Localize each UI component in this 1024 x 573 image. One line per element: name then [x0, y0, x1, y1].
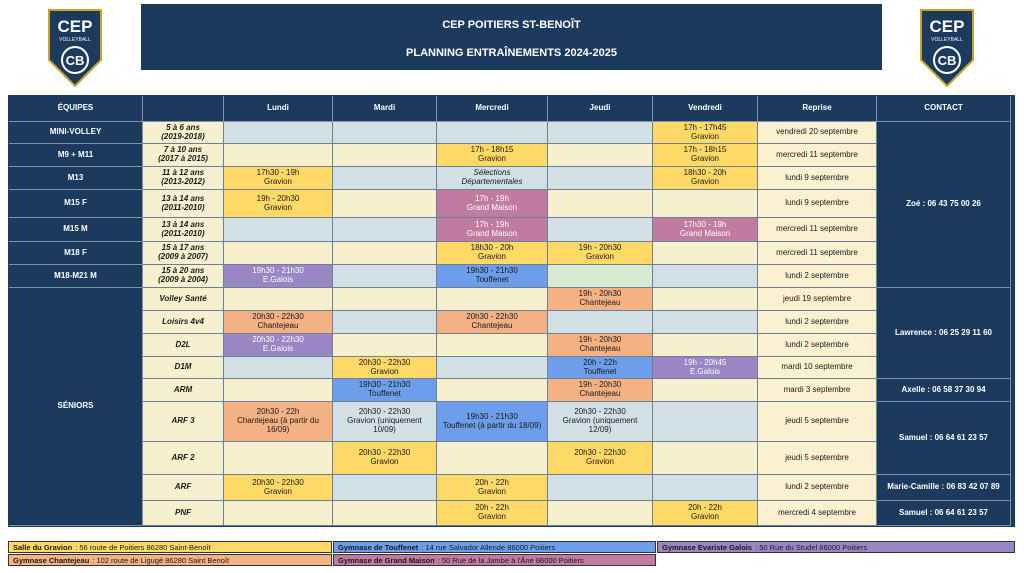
- reprise-date: mercredi 11 septembre: [758, 218, 877, 242]
- empty-slot: [653, 402, 758, 442]
- empty-slot: [224, 242, 333, 265]
- header-jeudi: Jeudi: [548, 96, 653, 122]
- reprise-date: lundi 9 septembre: [758, 167, 877, 190]
- contact-cell: Lawrence : 06 25 29 11 60: [877, 288, 1011, 379]
- contact-cell: Samuel : 06 64 61 23 57: [877, 501, 1011, 526]
- empty-slot: [333, 334, 437, 357]
- training-slot: 19h - 20h30 Chantejeau: [548, 334, 653, 357]
- empty-slot: [653, 334, 758, 357]
- training-slot: 20h30 - 22h30 E.Galois: [224, 334, 333, 357]
- reprise-date: jeudi 5 septembre: [758, 442, 877, 475]
- training-slot: 20h - 22h Gravion: [437, 501, 548, 526]
- header-reprise: Reprise: [758, 96, 877, 122]
- category-cell: Loisirs 4v4: [143, 311, 224, 334]
- empty-slot: [224, 218, 333, 242]
- age-cell: 15 à 17 ans (2009 à 2007): [143, 242, 224, 265]
- reprise-date: lundi 2 septembre: [758, 475, 877, 501]
- logo-mark: CB: [65, 53, 85, 68]
- team-label: M15 F: [9, 190, 143, 218]
- empty-slot: [437, 334, 548, 357]
- team-label: M18 F: [9, 242, 143, 265]
- empty-slot: [548, 190, 653, 218]
- legend-galois: Gymnase Evariste Galois : 50 Rue du Studel 86000 Poitiers: [657, 541, 1015, 553]
- empty-slot: [333, 288, 437, 311]
- reprise-date: vendredi 20 septembre: [758, 122, 877, 144]
- empty-slot: [333, 190, 437, 218]
- header-mardi: Mardi: [333, 96, 437, 122]
- contact-cell: Axelle : 06 58 37 30 94: [877, 379, 1011, 402]
- logo-mark: CB: [937, 53, 957, 68]
- training-slot: 19h30 - 21h30 Touffenet (à partir du 18/09): [437, 402, 548, 442]
- training-slot: 17h - 18h15 Gravion: [437, 144, 548, 167]
- empty-slot: [437, 122, 548, 144]
- legend-touffenet: Gymnase de Touffenet : 14 rue Salvador Allende 86000 Poitiers: [333, 541, 656, 553]
- team-label: MINI-VOLLEY: [9, 122, 143, 144]
- training-slot: 19h - 20h30 Chantejeau: [548, 288, 653, 311]
- training-slot: 19h30 - 21h30 Touffenet: [333, 379, 437, 402]
- training-slot: 20h30 - 22h30 Gravion (uniquement 12/09): [548, 402, 653, 442]
- legend-chantejeau: Gymnase Chantejeau : 102 route de Ligugé 86280 Saint Benoît: [8, 554, 332, 566]
- training-slot: 20h30 - 22h30 Gravion: [548, 442, 653, 475]
- training-slot: 17h - 19h Grand Maison: [437, 190, 548, 218]
- age-cell: 13 à 14 ans (2011-2010): [143, 190, 224, 218]
- category-cell: D1M: [143, 357, 224, 379]
- empty-slot: [653, 379, 758, 402]
- empty-slot: [653, 288, 758, 311]
- empty-slot: [437, 442, 548, 475]
- training-slot: 20h - 22h Touffenet: [548, 357, 653, 379]
- reprise-date: jeudi 19 septembre: [758, 288, 877, 311]
- empty-slot: [224, 442, 333, 475]
- training-slot: 17h - 17h45 Gravion: [653, 122, 758, 144]
- empty-slot: [224, 144, 333, 167]
- training-slot: 20h30 - 22h Chantejeau (à partir du 16/09): [224, 402, 333, 442]
- page-subtitle: PLANNING ENTRAÎNEMENTS 2024-2025: [406, 47, 617, 59]
- reprise-date: jeudi 5 septembre: [758, 402, 877, 442]
- empty-slot: [548, 311, 653, 334]
- training-slot: Sélections Départementales: [437, 167, 548, 190]
- logo-text: CEP: [929, 17, 965, 36]
- training-slot: 20h30 - 22h30 Gravion: [224, 475, 333, 501]
- contact-cell: Marie-Camille : 06 83 42 07 89: [877, 475, 1011, 501]
- empty-slot: [333, 475, 437, 501]
- category-cell: PNF: [143, 501, 224, 526]
- contact-cell: Zoé : 06 43 75 00 26: [877, 122, 1011, 288]
- reprise-date: mardi 10 septembre: [758, 357, 877, 379]
- empty-slot: [333, 167, 437, 190]
- empty-slot: [548, 218, 653, 242]
- age-cell: 7 à 10 ans (2017 à 2015): [143, 144, 224, 167]
- empty-slot: [548, 501, 653, 526]
- empty-slot: [437, 379, 548, 402]
- age-cell: 5 à 6 ans (2019-2018): [143, 122, 224, 144]
- team-label: M18-M21 M: [9, 265, 143, 288]
- reprise-date: lundi 2 septembre: [758, 334, 877, 357]
- header-equipes: ÉQUIPES: [9, 96, 143, 122]
- empty-slot: [653, 190, 758, 218]
- club-logo-left: [45, 8, 105, 88]
- category-cell: ARF: [143, 475, 224, 501]
- training-slot: 20h - 22h Gravion: [653, 501, 758, 526]
- empty-slot: [333, 122, 437, 144]
- empty-slot: [224, 122, 333, 144]
- training-slot: 19h30 - 21h30 Touffenet: [437, 265, 548, 288]
- category-cell: D2L: [143, 334, 224, 357]
- empty-slot: [653, 311, 758, 334]
- empty-slot: [333, 311, 437, 334]
- team-label: M13: [9, 167, 143, 190]
- training-slot: 17h30 - 19h Grand Maison: [653, 218, 758, 242]
- age-cell: 15 à 20 ans (2009 à 2004): [143, 265, 224, 288]
- reprise-date: mardi 3 septembre: [758, 379, 877, 402]
- empty-slot: [224, 379, 333, 402]
- age-cell: 11 à 12 ans (2013-2012): [143, 167, 224, 190]
- empty-slot: [653, 442, 758, 475]
- empty-slot: [437, 357, 548, 379]
- training-slot: 19h - 20h30 Gravion: [224, 190, 333, 218]
- empty-slot: [333, 265, 437, 288]
- empty-slot: [333, 501, 437, 526]
- header-lundi: Lundi: [224, 96, 333, 122]
- empty-slot: [224, 501, 333, 526]
- schedule-table: [8, 95, 1015, 527]
- empty-slot: [548, 475, 653, 501]
- category-cell: ARF 3: [143, 402, 224, 442]
- training-slot: 17h30 - 19h Gravion: [224, 167, 333, 190]
- legend-gravion: Salle du Gravion : 56 route de Poitiers 86280 Saint-Benoît: [8, 541, 332, 553]
- empty-slot: [653, 265, 758, 288]
- club-logo-right: [917, 8, 977, 88]
- category-cell: ARM: [143, 379, 224, 402]
- logo-subtext: VOLLEYBALL: [59, 37, 91, 43]
- empty-slot: [548, 144, 653, 167]
- reprise-date: lundi 2 septembre: [758, 265, 877, 288]
- reprise-date: mercredi 11 septembre: [758, 144, 877, 167]
- training-slot: 19h - 20h30 Gravion: [548, 242, 653, 265]
- reprise-date: lundi 2 septembre: [758, 311, 877, 334]
- empty-slot: [333, 144, 437, 167]
- page-title: CEP POITIERS ST-BENOÎT: [442, 19, 581, 31]
- training-slot: 17h - 19h Grand Maison: [437, 218, 548, 242]
- empty-slot: [224, 288, 333, 311]
- training-slot: 18h30 - 20h Gravion: [437, 242, 548, 265]
- training-slot: 19h30 - 21h30 E.Galois: [224, 265, 333, 288]
- logo-subtext: VOLLEYBALL: [931, 37, 963, 43]
- legend-grandmaison: Gymnase de Grand Maison : 50 Rue de la Jambe à l'Âne 86000 Poitiers: [333, 554, 656, 566]
- age-cell: 13 à 14 ans (2011-2010): [143, 218, 224, 242]
- empty-slot: [548, 167, 653, 190]
- reprise-date: mercredi 11 septembre: [758, 242, 877, 265]
- category-cell: Volley Santé: [143, 288, 224, 311]
- training-slot: 19h - 20h30 Chantejeau: [548, 379, 653, 402]
- training-slot: 20h30 - 22h30 Chantejeau: [224, 311, 333, 334]
- training-slot: 18h30 - 20h Gravion: [653, 167, 758, 190]
- team-label: M15 M: [9, 218, 143, 242]
- empty-slot: [653, 242, 758, 265]
- training-slot: 19h - 20h45 E.Galois: [653, 357, 758, 379]
- training-slot: 20h - 22h Gravion: [437, 475, 548, 501]
- category-cell: ARF 2: [143, 442, 224, 475]
- header-vendredi: Vendredi: [653, 96, 758, 122]
- team-label: M9 + M11: [9, 144, 143, 167]
- empty-slot: [653, 475, 758, 501]
- contact-cell: Samuel : 06 64 61 23 57: [877, 402, 1011, 475]
- reprise-date: mercredi 4 septembre: [758, 501, 877, 526]
- title-banner: [141, 4, 882, 70]
- header-age: [143, 96, 224, 122]
- header-contact: CONTACT: [877, 96, 1011, 122]
- empty-slot: [224, 357, 333, 379]
- team-label-seniors: SÉNIORS: [9, 288, 143, 526]
- empty-slot: [548, 122, 653, 144]
- empty-slot: [333, 242, 437, 265]
- training-slot: 17h - 18h15 Gravion: [653, 144, 758, 167]
- training-slot: 20h30 - 22h30 Chantejeau: [437, 311, 548, 334]
- empty-slot: [548, 265, 653, 288]
- empty-slot: [437, 288, 548, 311]
- training-slot: 20h30 - 22h30 Gravion: [333, 357, 437, 379]
- training-slot: 20h30 - 22h30 Gravion (uniquement 10/09): [333, 402, 437, 442]
- empty-slot: [333, 218, 437, 242]
- reprise-date: lundi 9 septembre: [758, 190, 877, 218]
- logo-text: CEP: [57, 17, 93, 36]
- header-mercredi: Mercredi: [437, 96, 548, 122]
- training-slot: 20h30 - 22h30 Gravion: [333, 442, 437, 475]
